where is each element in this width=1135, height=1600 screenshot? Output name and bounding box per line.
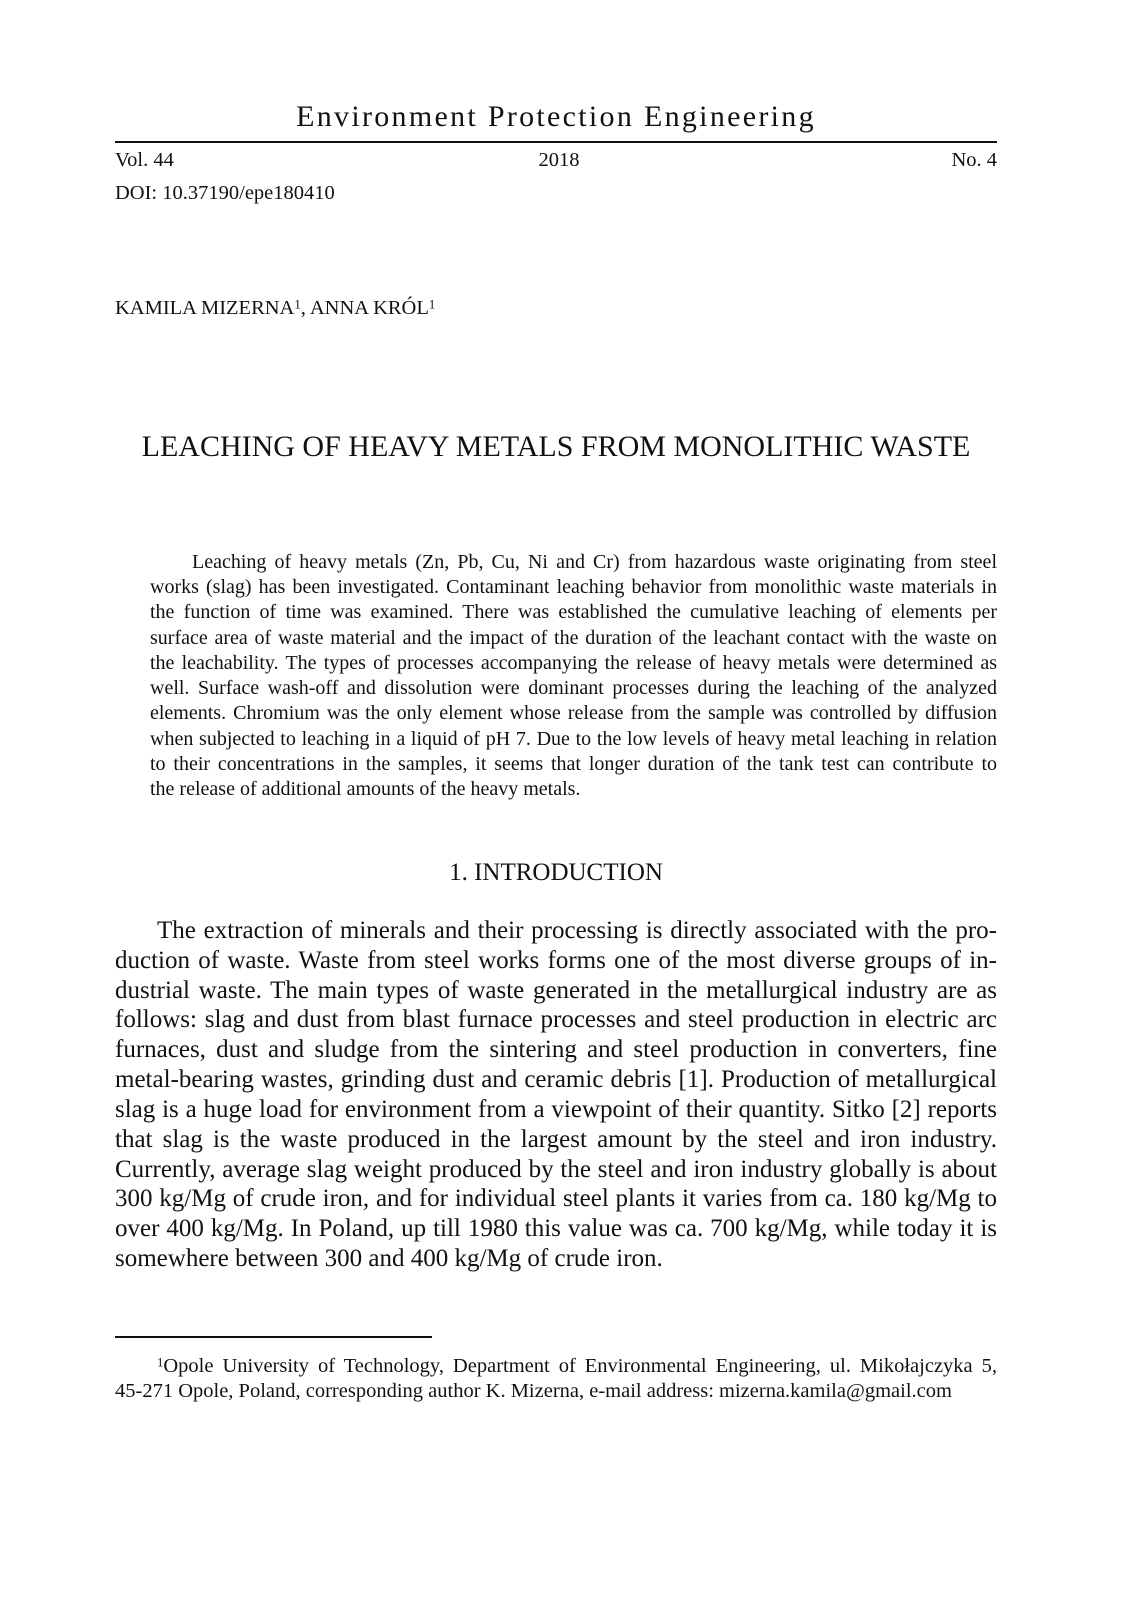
abstract-line: to their concentrations in the samples, it seems that longer duration of the tank test can contribute to <box>150 752 997 775</box>
abstract-line: surface area of waste material and the impact of the duration of the leachant contact with the waste on <box>150 626 997 649</box>
abstract-line: the leachability. The types of processes accompanying the release of heavy metals were determined as <box>150 651 997 674</box>
abstract-line: the release of additional amounts of the heavy metals. <box>150 777 581 800</box>
publication-year: 2018 <box>538 149 580 171</box>
paragraph-line: over 400 kg/Mg. In Poland, up till 1980 this value was ca. 700 kg/Mg, while today it is <box>115 1215 997 1243</box>
paragraph <box>115 916 997 1274</box>
footnote-line <box>115 1354 997 1379</box>
abstract-line: when subjected to leaching in a liquid of pH 7. Due to the low levels of heavy metal leaching in relation <box>150 727 997 750</box>
paragraph-line: that slag is the waste produced in the largest amount by the steel and iron industry. <box>115 1125 997 1153</box>
paragraph-line: somewhere between 300 and 400 kg/Mg of crude iron. <box>115 1244 663 1272</box>
abstract <box>150 550 997 802</box>
doi: DOI: 10.37190/epe180410 <box>115 182 335 204</box>
author-name: ANNA KRÓL <box>309 297 429 319</box>
volume-number: Vol. 44 <box>115 149 174 171</box>
affiliation-mark: 1 <box>294 297 301 312</box>
journal-title: Environment Protection Engineering <box>296 100 816 133</box>
section-heading: 1. INTRODUCTION <box>449 859 663 886</box>
footnote-text: Opole University of Technology, Department of Environmental Engineering, ul. Mikołajczyka 5, <box>163 1355 997 1377</box>
abstract-line: works (slag) has been investigated. Contaminant leaching behavior from monolithic waste materials in <box>150 576 997 599</box>
affiliation-mark: 1 <box>428 297 436 312</box>
paragraph-line: Currently, average slag weight produced by the steel and iron industry globally is about <box>115 1155 997 1183</box>
author-list <box>115 296 435 321</box>
abstract-line: elements. Chromium was the only element whose release from the sample was controlled by diffusion <box>150 702 997 725</box>
footnote <box>115 1354 997 1404</box>
abstract-line: well. Surface wash-off and dissolution were dominant processes during the leaching of the analyzed <box>150 677 997 700</box>
abstract-line: Leaching of heavy metals (Zn, Pb, Cu, Ni and Cr) from hazardous waste originating from steel <box>192 551 997 573</box>
paragraph-line: furnaces, dust and sludge from the sintering and steel production in converters, fine <box>115 1036 997 1064</box>
journal-issue-info <box>115 148 997 173</box>
article-title: LEACHING OF HEAVY METALS FROM MONOLITHIC WASTE <box>141 430 971 463</box>
issue-number: No. 4 <box>951 149 997 171</box>
author-name: KAMILA MIZERNA <box>115 297 295 319</box>
paragraph-line: metal-bearing wastes, grinding dust and ceramic debris [1]. Production of metallurgical <box>115 1066 997 1094</box>
author-separator: , <box>300 297 310 319</box>
footnote-rule <box>115 1336 432 1338</box>
paragraph-line: follows: slag and dust from blast furnace processes and steel production in electric arc <box>115 1006 997 1034</box>
paragraph-line: duction of waste. Waste from steel works forms one of the most diverse groups of in- <box>115 946 997 974</box>
footnote-line: 45-271 Opole, Poland, corresponding author K. Mizerna, e-mail address: mizerna.kamila@gmail.com <box>115 1380 952 1402</box>
paragraph-line: 300 kg/Mg of crude iron, and for individual steel plants it varies from ca. 180 kg/Mg to <box>115 1185 997 1213</box>
abstract-line: the function of time was examined. There was established the cumulative leaching of elements per <box>150 601 997 624</box>
paragraph-line: dustrial waste. The main types of waste generated in the metallurgical industry are as <box>115 976 997 1004</box>
paragraph-line: The extraction of minerals and their processing is directly associated with the pro- <box>157 917 997 944</box>
footnote-mark: 1 <box>157 1355 164 1370</box>
paragraph-line: slag is a huge load for environment from a viewpoint of their quantity. Sitko [2] reports <box>115 1095 997 1123</box>
header-rule <box>115 141 997 143</box>
